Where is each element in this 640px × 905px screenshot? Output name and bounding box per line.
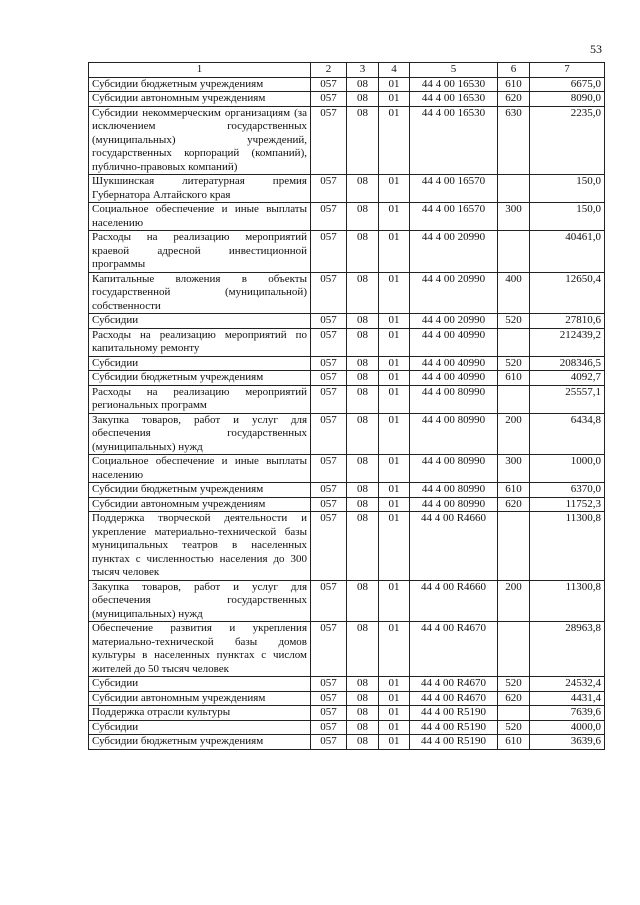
grbs-code-cell: 057: [311, 106, 347, 175]
expense-type-cell: [498, 706, 530, 721]
column-header: 7: [530, 63, 605, 78]
grbs-code-cell: 057: [311, 677, 347, 692]
grbs-code-cell: 057: [311, 691, 347, 706]
row-name-cell: Субсидии: [89, 720, 311, 735]
page-number: 53: [590, 42, 602, 56]
amount-cell: 25557,1: [530, 385, 605, 413]
section-code-cell: 08: [347, 77, 379, 92]
row-name-cell: Субсидии: [89, 314, 311, 329]
subsection-code-cell: 01: [379, 677, 410, 692]
target-article-cell: 44 4 00 R5190: [410, 735, 498, 750]
target-article-cell: 44 4 00 R5190: [410, 720, 498, 735]
subsection-code-cell: 01: [379, 314, 410, 329]
subsection-code-cell: 01: [379, 175, 410, 203]
subsection-code-cell: 01: [379, 272, 410, 314]
expense-type-cell: [498, 512, 530, 581]
subsection-code-cell: 01: [379, 622, 410, 677]
section-code-cell: 08: [347, 677, 379, 692]
table-row: [89, 272, 605, 314]
row-name-cell: Капитальные вложения в объекты государственной (муниципальной) собственности: [89, 272, 311, 314]
table-row: [89, 691, 605, 706]
section-code-cell: 08: [347, 231, 379, 273]
table-row: [89, 92, 605, 107]
target-article-cell: 44 4 00 R4660: [410, 580, 498, 622]
section-code-cell: 08: [347, 455, 379, 483]
section-code-cell: 08: [347, 328, 379, 356]
row-name-cell: Поддержка творческой деятельности и укрепление материально-технической базы муниципальных театров в населенных пунктах с численностью населения до 300 тысяч человек: [89, 512, 311, 581]
target-article-cell: 44 4 00 40990: [410, 356, 498, 371]
row-name-cell: Обеспечение развития и укрепления материально-технической базы домов культуры в населенных пунктах с числом жителей до 50 тысяч человек: [89, 622, 311, 677]
amount-cell: 11300,8: [530, 512, 605, 581]
expense-type-cell: 520: [498, 356, 530, 371]
subsection-code-cell: 01: [379, 720, 410, 735]
target-article-cell: 44 4 00 16570: [410, 203, 498, 231]
amount-cell: 24532,4: [530, 677, 605, 692]
row-name-cell: Расходы на реализацию мероприятий региональных программ: [89, 385, 311, 413]
column-header: 6: [498, 63, 530, 78]
section-code-cell: 08: [347, 580, 379, 622]
table-row: [89, 371, 605, 386]
section-code-cell: 08: [347, 203, 379, 231]
expense-type-cell: 620: [498, 92, 530, 107]
target-article-cell: 44 4 00 20990: [410, 272, 498, 314]
table-row: [89, 706, 605, 721]
grbs-code-cell: 057: [311, 92, 347, 107]
subsection-code-cell: 01: [379, 371, 410, 386]
section-code-cell: 08: [347, 720, 379, 735]
budget-table: [88, 62, 605, 750]
target-article-cell: 44 4 00 20990: [410, 231, 498, 273]
amount-cell: 150,0: [530, 203, 605, 231]
target-article-cell: 44 4 00 R4670: [410, 677, 498, 692]
target-article-cell: 44 4 00 80990: [410, 455, 498, 483]
grbs-code-cell: 057: [311, 77, 347, 92]
amount-cell: 4092,7: [530, 371, 605, 386]
table-row: [89, 328, 605, 356]
target-article-cell: 44 4 00 80990: [410, 497, 498, 512]
subsection-code-cell: 01: [379, 106, 410, 175]
expense-type-cell: 400: [498, 272, 530, 314]
table-row: [89, 413, 605, 455]
grbs-code-cell: 057: [311, 720, 347, 735]
expense-type-cell: 520: [498, 314, 530, 329]
amount-cell: 150,0: [530, 175, 605, 203]
section-code-cell: 08: [347, 175, 379, 203]
table-row: [89, 735, 605, 750]
grbs-code-cell: 057: [311, 356, 347, 371]
subsection-code-cell: 01: [379, 328, 410, 356]
table-row: [89, 677, 605, 692]
column-header: 5: [410, 63, 498, 78]
header-row: [89, 63, 605, 78]
expense-type-cell: 610: [498, 371, 530, 386]
grbs-code-cell: 057: [311, 580, 347, 622]
row-name-cell: Поддержка отрасли культуры: [89, 706, 311, 721]
table-row: [89, 512, 605, 581]
subsection-code-cell: 01: [379, 413, 410, 455]
subsection-code-cell: 01: [379, 203, 410, 231]
row-name-cell: Социальное обеспечение и иные выплаты населению: [89, 203, 311, 231]
grbs-code-cell: 057: [311, 371, 347, 386]
table-row: [89, 455, 605, 483]
expense-type-cell: [498, 385, 530, 413]
row-name-cell: Закупка товаров, работ и услуг для обеспечения государственных (муниципальных) нужд: [89, 413, 311, 455]
subsection-code-cell: 01: [379, 706, 410, 721]
row-name-cell: Субсидии бюджетным учреждениям: [89, 371, 311, 386]
column-header: 2: [311, 63, 347, 78]
subsection-code-cell: 01: [379, 455, 410, 483]
column-header: 4: [379, 63, 410, 78]
grbs-code-cell: 057: [311, 512, 347, 581]
expense-type-cell: 520: [498, 720, 530, 735]
amount-cell: 2235,0: [530, 106, 605, 175]
section-code-cell: 08: [347, 512, 379, 581]
table-row: [89, 106, 605, 175]
table-row: [89, 203, 605, 231]
amount-cell: 212439,2: [530, 328, 605, 356]
section-code-cell: 08: [347, 385, 379, 413]
table-row: [89, 77, 605, 92]
table-row: [89, 622, 605, 677]
target-article-cell: 44 4 00 R5190: [410, 706, 498, 721]
section-code-cell: 08: [347, 106, 379, 175]
subsection-code-cell: 01: [379, 580, 410, 622]
table-row: [89, 720, 605, 735]
expense-type-cell: [498, 175, 530, 203]
amount-cell: 11300,8: [530, 580, 605, 622]
target-article-cell: 44 4 00 R4670: [410, 691, 498, 706]
expense-type-cell: 200: [498, 580, 530, 622]
amount-cell: 3639,6: [530, 735, 605, 750]
grbs-code-cell: 057: [311, 706, 347, 721]
row-name-cell: Субсидии некоммерческим организациям (за исключением государственных (муниципальных) учреждений, государственных корпораций (компаний), публично-правовых компаний): [89, 106, 311, 175]
target-article-cell: 44 4 00 16530: [410, 77, 498, 92]
grbs-code-cell: 057: [311, 314, 347, 329]
grbs-code-cell: 057: [311, 231, 347, 273]
expense-type-cell: 630: [498, 106, 530, 175]
expense-type-cell: 610: [498, 735, 530, 750]
expense-type-cell: 610: [498, 77, 530, 92]
subsection-code-cell: 01: [379, 77, 410, 92]
amount-cell: 8090,0: [530, 92, 605, 107]
subsection-code-cell: 01: [379, 691, 410, 706]
subsection-code-cell: 01: [379, 497, 410, 512]
subsection-code-cell: 01: [379, 231, 410, 273]
amount-cell: 6370,0: [530, 483, 605, 498]
grbs-code-cell: 057: [311, 175, 347, 203]
subsection-code-cell: 01: [379, 92, 410, 107]
expense-type-cell: 300: [498, 203, 530, 231]
amount-cell: 4000,0: [530, 720, 605, 735]
target-article-cell: 44 4 00 40990: [410, 328, 498, 356]
target-article-cell: 44 4 00 80990: [410, 413, 498, 455]
amount-cell: 1000,0: [530, 455, 605, 483]
expense-type-cell: 620: [498, 691, 530, 706]
grbs-code-cell: 057: [311, 385, 347, 413]
section-code-cell: 08: [347, 413, 379, 455]
subsection-code-cell: 01: [379, 735, 410, 750]
grbs-code-cell: 057: [311, 455, 347, 483]
grbs-code-cell: 057: [311, 622, 347, 677]
amount-cell: 4431,4: [530, 691, 605, 706]
target-article-cell: 44 4 00 16530: [410, 106, 498, 175]
amount-cell: 28963,8: [530, 622, 605, 677]
expense-type-cell: [498, 328, 530, 356]
section-code-cell: 08: [347, 92, 379, 107]
target-article-cell: 44 4 00 80990: [410, 385, 498, 413]
table-row: [89, 175, 605, 203]
target-article-cell: 44 4 00 R4660: [410, 512, 498, 581]
amount-cell: 6434,8: [530, 413, 605, 455]
amount-cell: 7639,6: [530, 706, 605, 721]
subsection-code-cell: 01: [379, 512, 410, 581]
target-article-cell: 44 4 00 40990: [410, 371, 498, 386]
section-code-cell: 08: [347, 272, 379, 314]
table-row: [89, 314, 605, 329]
section-code-cell: 08: [347, 371, 379, 386]
table-row: [89, 497, 605, 512]
expense-type-cell: [498, 231, 530, 273]
target-article-cell: 44 4 00 20990: [410, 314, 498, 329]
expense-type-cell: [498, 622, 530, 677]
target-article-cell: 44 4 00 16570: [410, 175, 498, 203]
section-code-cell: 08: [347, 622, 379, 677]
row-name-cell: Субсидии: [89, 677, 311, 692]
table-row: [89, 483, 605, 498]
grbs-code-cell: 057: [311, 735, 347, 750]
row-name-cell: Расходы на реализацию мероприятий краевой адресной инвестиционной программы: [89, 231, 311, 273]
row-name-cell: Закупка товаров, работ и услуг для обеспечения государственных (муниципальных) нужд: [89, 580, 311, 622]
expense-type-cell: 300: [498, 455, 530, 483]
row-name-cell: Субсидии бюджетным учреждениям: [89, 735, 311, 750]
expense-type-cell: 200: [498, 413, 530, 455]
table-row: [89, 356, 605, 371]
subsection-code-cell: 01: [379, 356, 410, 371]
section-code-cell: 08: [347, 497, 379, 512]
row-name-cell: Субсидии автономным учреждениям: [89, 92, 311, 107]
row-name-cell: Социальное обеспечение и иные выплаты населению: [89, 455, 311, 483]
section-code-cell: 08: [347, 314, 379, 329]
section-code-cell: 08: [347, 356, 379, 371]
row-name-cell: Субсидии автономным учреждениям: [89, 497, 311, 512]
amount-cell: 40461,0: [530, 231, 605, 273]
section-code-cell: 08: [347, 706, 379, 721]
amount-cell: 12650,4: [530, 272, 605, 314]
expense-type-cell: 610: [498, 483, 530, 498]
column-header: 1: [89, 63, 311, 78]
column-header: 3: [347, 63, 379, 78]
amount-cell: 208346,5: [530, 356, 605, 371]
row-name-cell: Субсидии бюджетным учреждениям: [89, 77, 311, 92]
subsection-code-cell: 01: [379, 385, 410, 413]
section-code-cell: 08: [347, 483, 379, 498]
amount-cell: 11752,3: [530, 497, 605, 512]
grbs-code-cell: 057: [311, 497, 347, 512]
row-name-cell: Субсидии: [89, 356, 311, 371]
target-article-cell: 44 4 00 80990: [410, 483, 498, 498]
row-name-cell: Субсидии автономным учреждениям: [89, 691, 311, 706]
section-code-cell: 08: [347, 691, 379, 706]
section-code-cell: 08: [347, 735, 379, 750]
row-name-cell: Расходы на реализацию мероприятий по капитальному ремонту: [89, 328, 311, 356]
expense-type-cell: 520: [498, 677, 530, 692]
grbs-code-cell: 057: [311, 203, 347, 231]
row-name-cell: Субсидии бюджетным учреждениям: [89, 483, 311, 498]
table-row: [89, 231, 605, 273]
target-article-cell: 44 4 00 16530: [410, 92, 498, 107]
target-article-cell: 44 4 00 R4670: [410, 622, 498, 677]
amount-cell: 6675,0: [530, 77, 605, 92]
table-row: [89, 385, 605, 413]
grbs-code-cell: 057: [311, 328, 347, 356]
grbs-code-cell: 057: [311, 272, 347, 314]
expense-type-cell: 620: [498, 497, 530, 512]
grbs-code-cell: 057: [311, 413, 347, 455]
grbs-code-cell: 057: [311, 483, 347, 498]
table-row: [89, 580, 605, 622]
amount-cell: 27810,6: [530, 314, 605, 329]
subsection-code-cell: 01: [379, 483, 410, 498]
row-name-cell: Шукшинская литературная премия Губернатора Алтайского края: [89, 175, 311, 203]
